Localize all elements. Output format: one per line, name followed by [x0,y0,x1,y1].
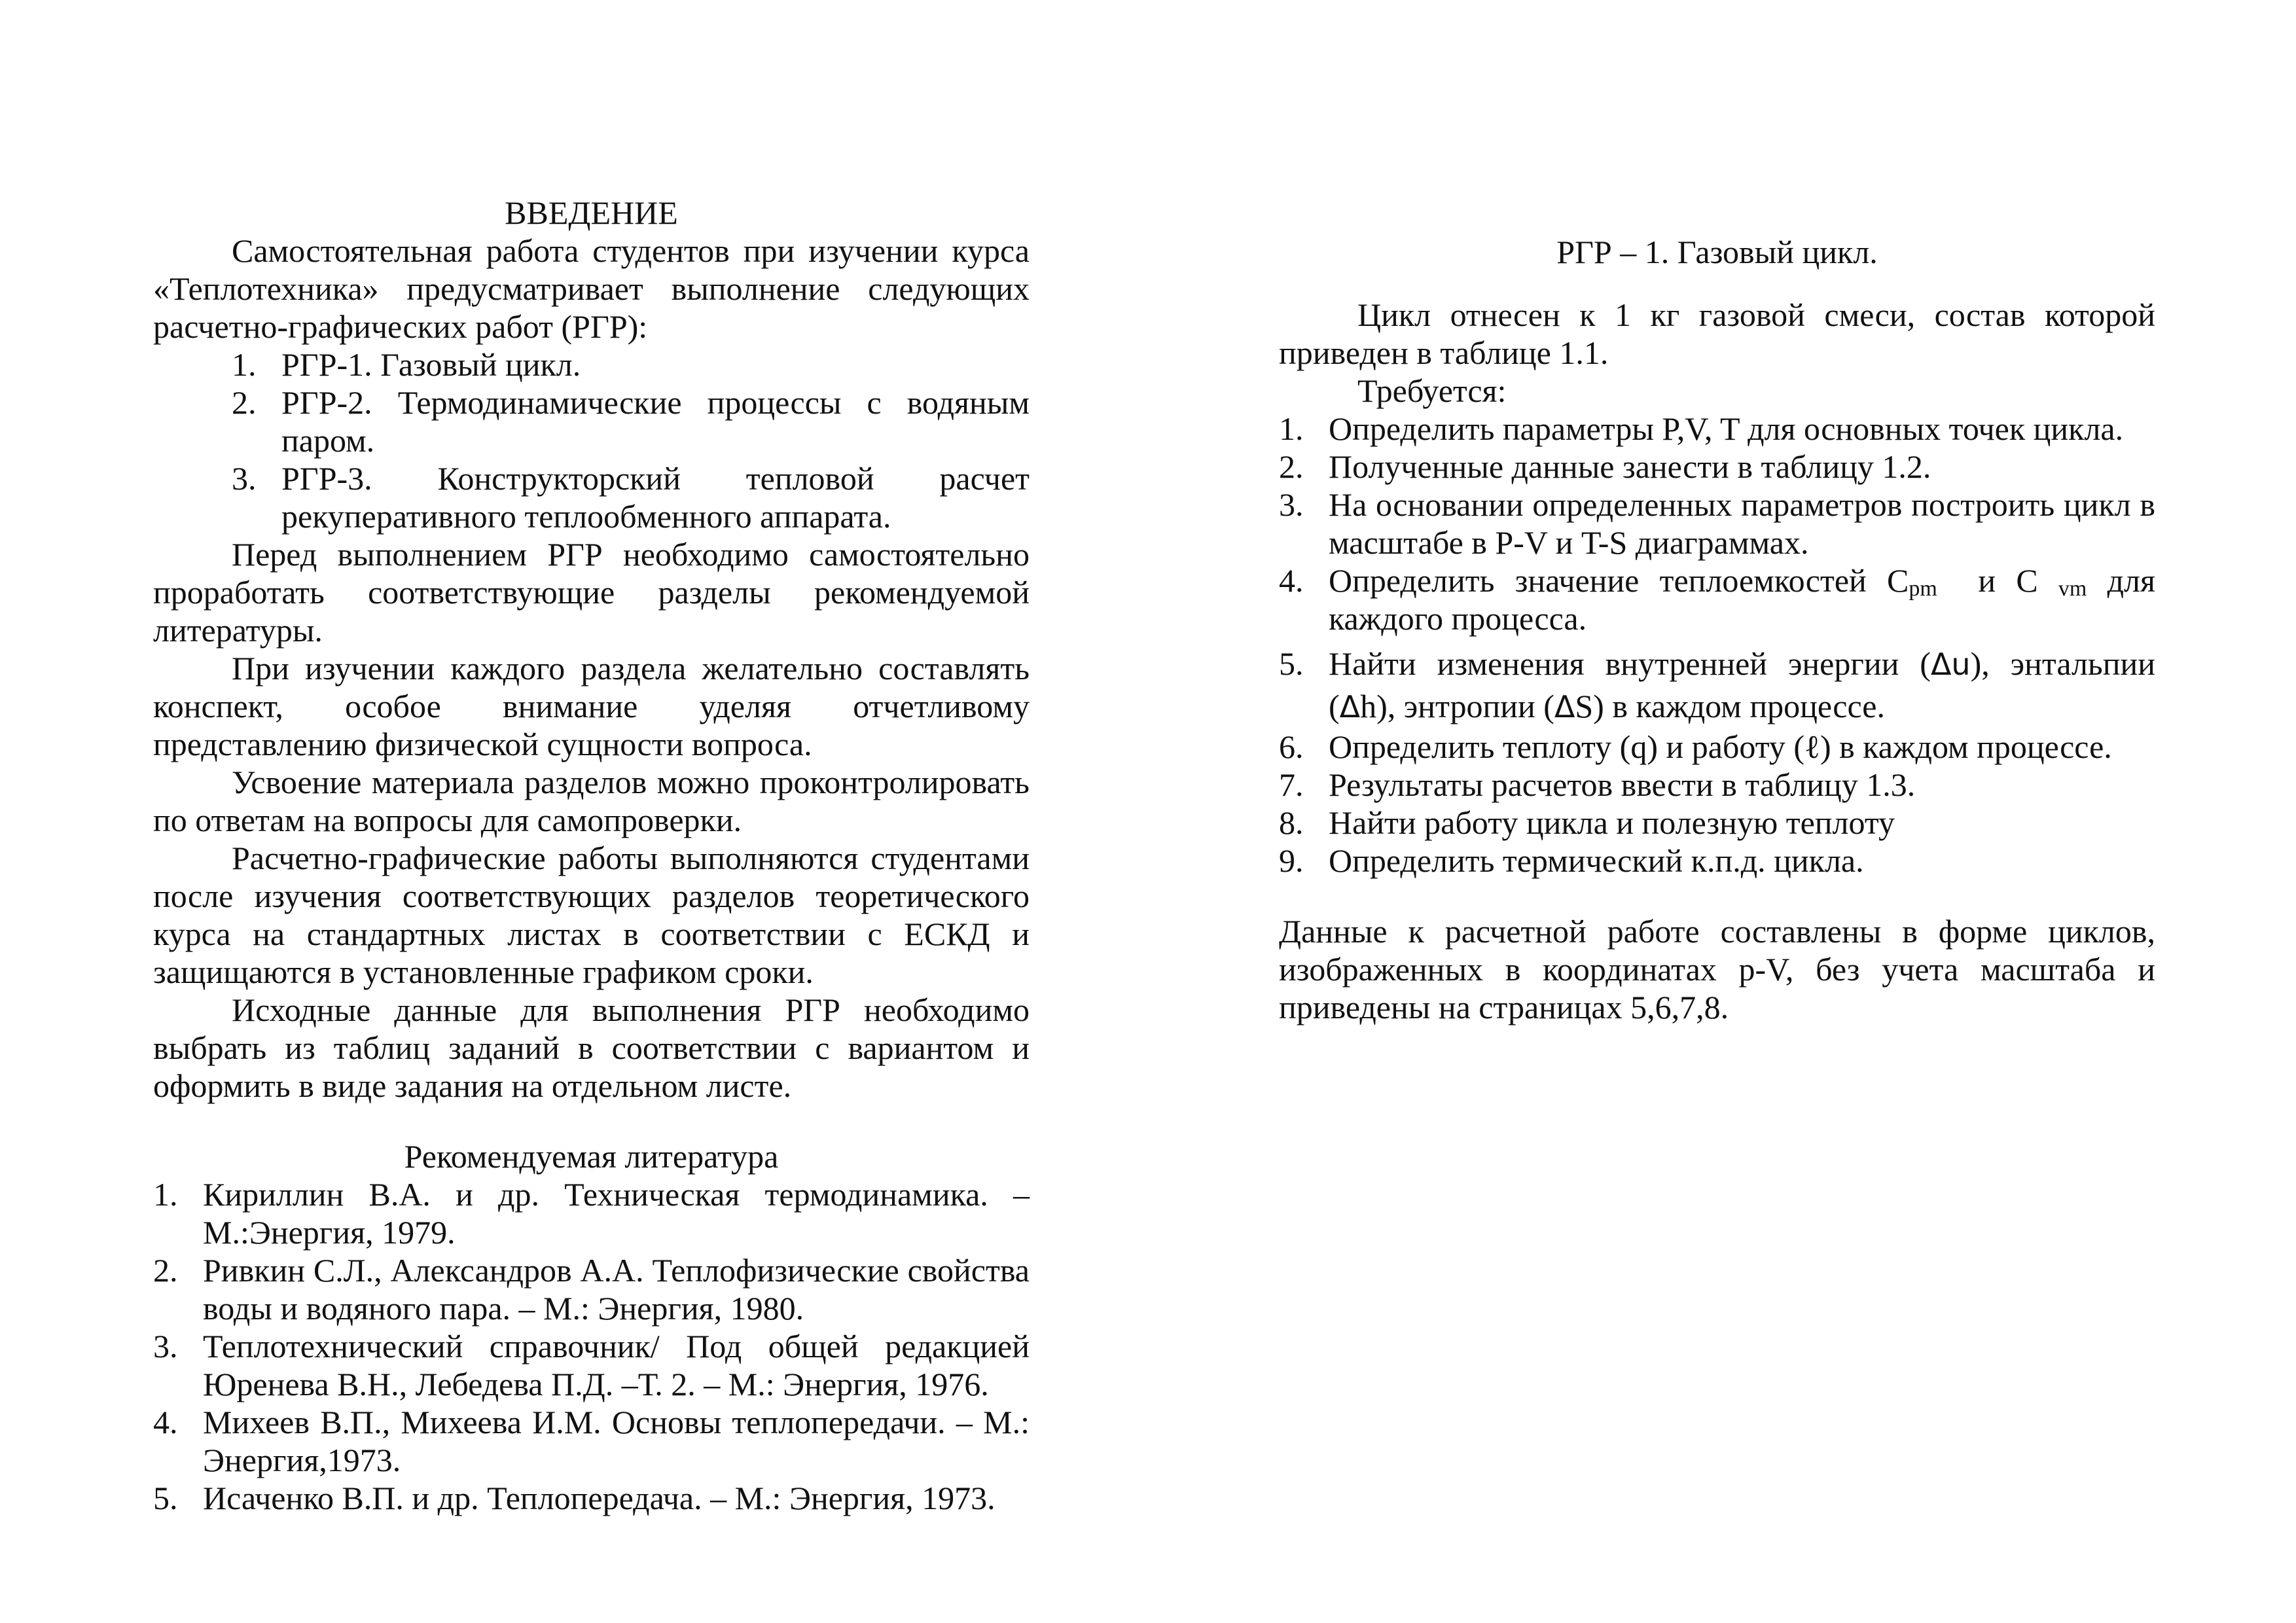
list-item: 6. Определить теплоту (q) и работу (ℓ) в каждом процессе. [1279,728,2112,765]
rgr1-required-label: Требуется: [1357,372,1507,409]
list-item: 2. РГР-2. Термодинамические процессы с водяным паром. [232,384,1030,459]
rgr1-title: РГР – 1. Газовый цикл. [1556,234,1878,270]
intro-title: ВВЕДЕНИЕ [505,194,678,231]
literature-title: Рекомендуемая литература [404,1138,779,1175]
list-item: 1. РГР-1. Газовый цикл. [232,346,581,383]
list-item: 4. Определить значение теплоемкостей Cpm и C vm для каждого процесса. [1279,562,2155,637]
list-item: 1. Кириллин В.А. и др. Техническая термодинамика. – М.:Энергия, 1979. [153,1176,1030,1251]
list-item: 9. Определить термический к.п.д. цикла. [1279,842,1864,879]
right-page [1279,233,2155,1026]
list-item: 5. Исаченко В.П. и др. Теплопередача. – М.: Энергия, 1973. [153,1480,996,1516]
rgr1-task-list [1279,410,2155,880]
intro-paragraph-4: Усвоение материала разделов можно проконтролировать по ответам на вопросы для самопроверки. [153,764,1030,838]
list-item: 2. Полученные данные занести в таблицу 1.2. [1279,448,1931,485]
literature-list [153,1175,1030,1517]
list-item: 5. Найти изменения внутренней энергии (Δu), энтальпии (Δh), энтропии (ΔS) в каждом процессе. [1279,645,2155,724]
rgr1-paragraph-2: Данные к расчетной работе составлены в форме циклов, изображенных в координатах p-V, без учета масштаба и приведены на страницах 5,6,7,8. [1279,913,2155,1026]
list-item: 3. Теплотехнический справочник/ Под общей редакцией Юренева В.Н., Лебедева П.Д. –Т. 2. – М.: Энергия, 1976. [153,1328,1030,1402]
list-item: 7. Результаты расчетов ввести в таблицу 1.3. [1279,766,1916,803]
list-item: 3. РГР-3. Конструкторский тепловой расчет рекуперативного теплообменного аппарата. [232,460,1030,535]
intro-paragraph-3: При изучении каждого раздела желательно составлять конспект, особое внимание уделяя отчетливому представлению физической сущности вопроса. [153,650,1030,762]
rgr1-paragraph-1: Цикл отнесен к 1 кг газовой смеси, состав которой приведен в таблице 1.1. [1279,296,2155,371]
intro-paragraph-2: Перед выполнением РГР необходимо самостоятельно проработать соответствующие разделы рекомендуемой литературы. [153,536,1030,649]
intro-paragraph-5: Расчетно-графические работы выполняются студентами после изучения соответствующих разделов теоретического курса на стандартных листах в соответствии с ЕСКД и защищаются в установленные графиком сроки. [153,840,1030,990]
intro-work-list [153,346,1030,535]
intro-paragraph-1: Самостоятельная работа студентов при изучении курса «Теплотехника» предусматривает выполнение следующих расчетно-графических работ (РГР): [153,232,1030,345]
list-item: 2. Ривкин С.Л., Александров А.А. Теплофизические свойства воды и водяного пара. – М.: Энергия, 1980. [153,1252,1030,1327]
left-page [153,194,1030,1517]
list-item: 3. На основании определенных параметров построить цикл в масштабе в P-V и T-S диаграммах. [1279,486,2155,561]
list-item: 1. Определить параметры P,V, T для основных точек цикла. [1279,410,2124,447]
list-item: 8. Найти работу цикла и полезную теплоту [1279,804,1895,841]
list-item: 4. Михеев В.П., Михеева И.М. Основы теплопередачи. – М.: Энергия,1973. [153,1404,1030,1478]
intro-paragraph-6: Исходные данные для выполнения РГР необходимо выбрать из таблиц заданий в соответствии с вариантом и оформить в виде задания на отдельном листе. [153,991,1030,1104]
